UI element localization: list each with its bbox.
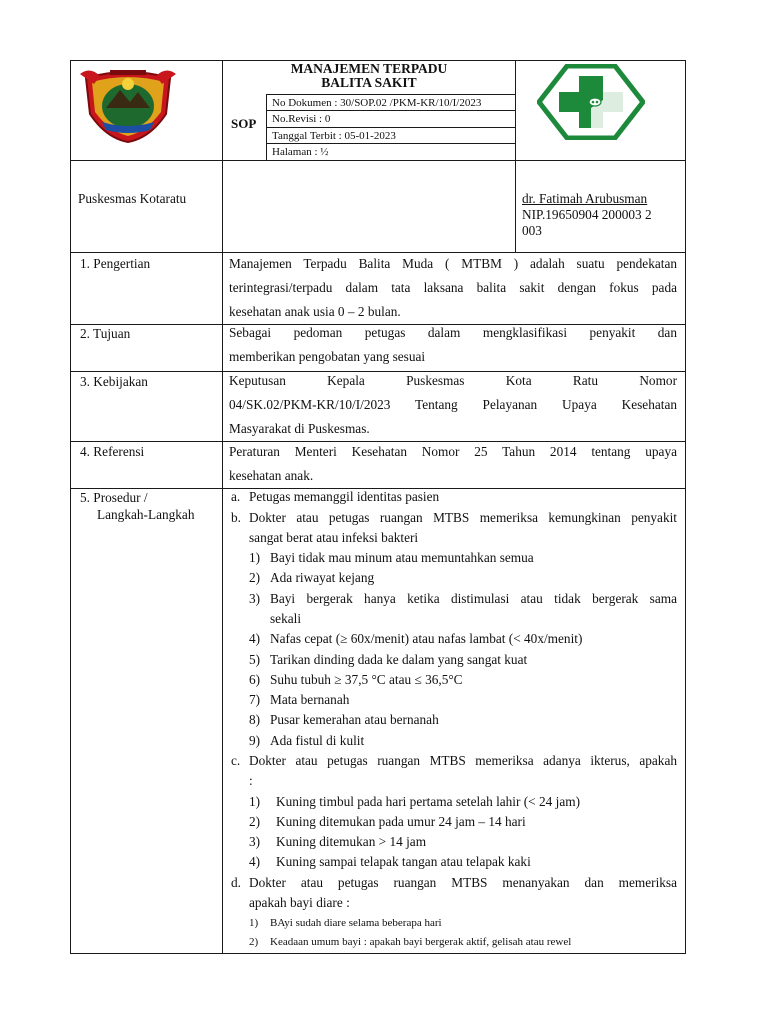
list-item-marker: 1) [249,917,259,929]
kebijakan-line-3: Masyarakat di Puskesmas. [229,421,370,436]
list-item: Keadaan umum bayi : apakah bayi bergerak aktif, gelisah atau rewel [270,936,572,948]
list-item: Nafas cepat (≥ 60x/menit) atau nafas lambat (< 40x/menit) [270,631,583,646]
list-item-marker: 2) [249,570,261,585]
step-d-marker: d. [231,875,241,890]
section-label-referensi: 4. Referensi [80,444,145,459]
issue-date: Tanggal Terbit : 05-01-2023 [272,130,396,142]
frame-left [70,60,71,954]
list-item: Tarikan dinding dada ke dalam yang sangat kuat [270,652,528,667]
doc-number: No Dokumen : 30/SOP.02 /PKM-KR/10/I/2023 [272,97,482,109]
pengertian-line-3: kesehatan anak usia 0 – 2 bulan. [229,304,401,319]
step-b-marker: b. [231,510,241,525]
list-item-marker: 5) [249,652,261,667]
step-d-line-2: apakah bayi diare : [249,895,350,910]
frame-right [685,60,686,954]
list-item: Pusar kemerahan atau bernanah [270,712,439,727]
title-line-1: MANAJEMEN TERPADU [290,61,448,76]
list-item-marker: 8) [249,712,261,727]
header-divider-2 [515,60,516,253]
list-item: Kuning timbul pada hari pertama setelah lahir (< 24 jam) [276,794,580,809]
list-item-marker: 3) [249,591,261,606]
list-item: Ada riwayat kejang [270,570,375,585]
list-item: Kuning sampai telapak tangan atau telapak kaki [276,854,531,869]
institution-name: Puskesmas Kotaratu [78,191,187,206]
header-divider-1 [222,60,223,954]
frame-bottom [70,953,686,954]
step-a-text: Petugas memanggil identitas pasien [249,489,440,504]
regional-emblem-logo [80,64,176,144]
step-a-marker: a. [231,489,241,504]
list-item-marker: 4) [249,631,261,646]
step-b-line-1: Dokter atau petugas ruangan MTBS memeriksa kemungkinan penyakit [249,510,677,525]
signer-nip-line-1: NIP.19650904 200003 2 [522,207,652,222]
list-item: BAyi sudah diare selama beberapa hari [270,917,442,929]
list-item: Kuning ditemukan > 14 jam [276,834,427,849]
list-item: Mata bernanah [270,692,350,707]
list-item: Ada fistul di kulit [270,733,365,748]
signer-nip-line-2: 003 [522,223,542,238]
list-item-marker: 1) [249,794,261,809]
step-d-line-1: Dokter atau petugas ruangan MTBS menanyakan dan memeriksa [249,875,677,890]
page-number: Halaman : ½ [272,146,329,158]
kebijakan-line-1: Keputusan Kepala Puskesmas Kota Ratu Nomor [229,373,677,388]
list-item-marker: 6) [249,672,261,687]
list-item-marker: 1) [249,550,261,565]
revision-number: No.Revisi : 0 [272,113,331,125]
section-label-prosedur-2: Langkah-Langkah [97,507,195,522]
step-c-marker: c. [231,753,241,768]
sop-label: SOP [231,116,257,131]
pengertian-line-2: terintegrasi/terpadu dalam tata laksana balita sakit dengan fokus pada [229,280,677,295]
list-item: Bayi bergerak hanya ketika distimulasi atau tidak bergerak sama [270,591,677,606]
kebijakan-line-2: 04/SK.02/PKM-KR/10/I/2023 Tentang Pelayanan Upaya Kesehatan [229,397,677,412]
list-item-marker: 4) [249,854,261,869]
list-item-marker: 7) [249,692,261,707]
list-item-marker: 2) [249,936,259,948]
signer-name: dr. Fatimah Arubusman [522,191,648,206]
section-label-pengertian: 1. Pengertian [80,256,151,271]
tujuan-line-1: Sebagai pedoman petugas dalam mengklasifikasi penyakit dan [229,325,677,340]
section-label-kebijakan: 3. Kebijakan [80,374,148,389]
section-label-tujuan: 2. Tujuan [80,326,131,341]
list-item-marker: 9) [249,733,261,748]
step-c-line-2: : [249,773,253,788]
list-item-marker: 3) [249,834,261,849]
tujuan-line-2: memberikan pengobatan yang sesuai [229,349,426,364]
document-title [223,62,515,90]
header-h-bottom [70,160,686,161]
pengertian-line-1: Manajemen Terpadu Balita Muda ( MTBM ) adalah suatu pendekatan [229,256,677,271]
list-item-marker: 2) [249,814,261,829]
list-item: Bayi tidak mau minum atau memuntahkan semua [270,550,534,565]
list-item-continuation: sekali [270,611,302,626]
referensi-line-1: Peraturan Menteri Kesehatan Nomor 25 Tahun 2014 tentang upaya [229,444,677,459]
step-c-line-1: Dokter atau petugas ruangan MTBS memeriksa adanya ikterus, apakah [249,753,677,768]
step-b-line-2: sangat berat atau infeksi bakteri [249,530,419,545]
referensi-line-2: kesehatan anak. [229,468,314,483]
section-label-prosedur-1: 5. Prosedur / [80,490,148,505]
puskesmas-logo [537,64,645,140]
list-item: Suhu tubuh ≥ 37,5 °C atau ≤ 36,5°C [270,672,463,687]
list-item: Kuning ditemukan pada umur 24 jam – 14 hari [276,814,526,829]
title-line-2: BALITA SAKIT [321,75,417,90]
